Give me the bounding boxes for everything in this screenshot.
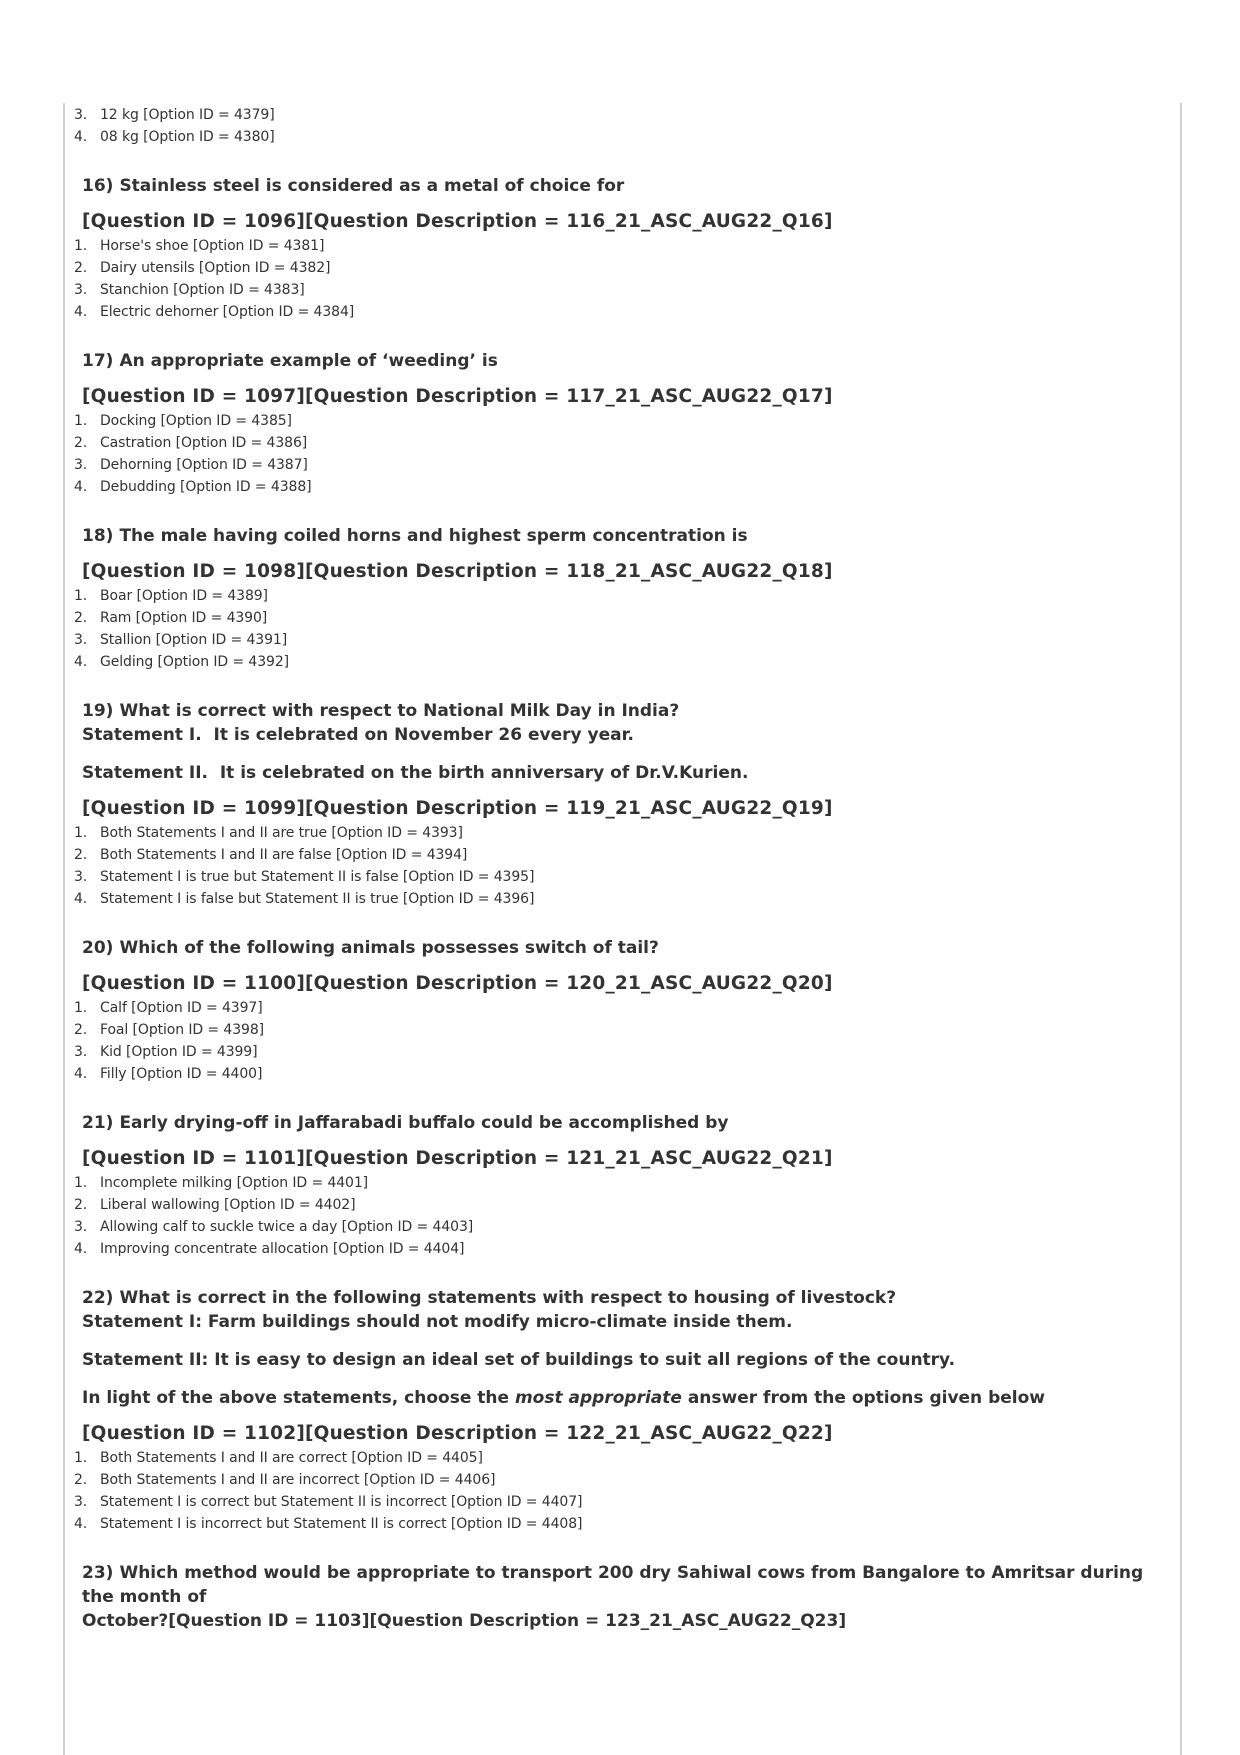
question-title: 21) Early drying-off in Jaffarabadi buffalo could be accomplished by	[82, 1113, 729, 1133]
question-id-line: [Question ID = 1097][Question Description = 117_21_ASC_AUG22_Q17]	[82, 386, 833, 407]
option-item: 2. Ram [Option ID = 4390]	[74, 610, 268, 626]
statement-2: Statement II: It is easy to design an ideal set of buildings to suit all regions of the country.	[82, 1350, 956, 1370]
option-item: 3. 12 kg [Option ID = 4379]	[74, 107, 275, 123]
option-item: 1. Both Statements I and II are true [Option ID = 4393]	[74, 825, 463, 841]
statement-1: Statement I: Farm buildings should not modify micro-climate inside them.	[82, 1312, 793, 1332]
question-title: 23) Which method would be appropriate to transport 200 dry Sahiwal cows from Bangalore to Amritsar during the month of	[82, 1563, 1144, 1607]
option-item: 4. Improving concentrate allocation [Option ID = 4404]	[74, 1241, 465, 1257]
option-item: 4. Filly [Option ID = 4400]	[74, 1066, 263, 1082]
question-title-continued: October?[Question ID = 1103][Question Description = 123_21_ASC_AUG22_Q23]	[82, 1611, 847, 1631]
option-item: 3. Allowing calf to suckle twice a day [Option ID = 4403]	[74, 1219, 474, 1235]
option-item: 1. Both Statements I and II are correct [Option ID = 4405]	[74, 1450, 483, 1466]
option-item: 4. Electric dehorner [Option ID = 4384]	[74, 304, 355, 320]
question-20	[74, 936, 1174, 1085]
option-item: 3. Statement I is true but Statement II is false [Option ID = 4395]	[74, 869, 535, 885]
option-item: 4. Statement I is false but Statement II is true [Option ID = 4396]	[74, 891, 535, 907]
option-item: 3. Dehorning [Option ID = 4387]	[74, 457, 308, 473]
option-item: 2. Dairy utensils [Option ID = 4382]	[74, 260, 331, 276]
option-item: 1. Docking [Option ID = 4385]	[74, 413, 292, 429]
question-23	[74, 1561, 1174, 1633]
carryover-options	[74, 104, 1174, 148]
question-22	[74, 1286, 1174, 1535]
question-title: 20) Which of the following animals possesses switch of tail?	[82, 938, 659, 958]
question-id-line: [Question ID = 1102][Question Description = 122_21_ASC_AUG22_Q22]	[82, 1423, 833, 1444]
option-item: 4. 08 kg [Option ID = 4380]	[74, 129, 275, 145]
option-item: 4. Gelding [Option ID = 4392]	[74, 654, 290, 670]
option-item: 3. Stanchion [Option ID = 4383]	[74, 282, 305, 298]
question-21	[74, 1111, 1174, 1260]
option-item: 2. Foal [Option ID = 4398]	[74, 1022, 265, 1038]
question-19	[74, 699, 1174, 910]
question-id-line: [Question ID = 1101][Question Description = 121_21_ASC_AUG22_Q21]	[82, 1148, 833, 1169]
option-item: 3. Statement I is correct but Statement II is incorrect [Option ID = 4407]	[74, 1494, 583, 1510]
question-title: 18) The male having coiled horns and highest sperm concentration is	[82, 526, 748, 546]
question-id-line: [Question ID = 1096][Question Description = 116_21_ASC_AUG22_Q16]	[82, 211, 833, 232]
question-title: 22) What is correct in the following statements with respect to housing of livestock?	[82, 1288, 897, 1308]
question-title: 16) Stainless steel is considered as a metal of choice for	[82, 176, 625, 196]
option-item: 4. Statement I is incorrect but Statement II is correct [Option ID = 4408]	[74, 1516, 583, 1532]
page-right-border	[1180, 103, 1182, 1755]
question-title: 19) What is correct with respect to National Milk Day in India?	[82, 701, 680, 721]
question-list	[74, 104, 1174, 1633]
question-16	[74, 174, 1174, 323]
option-item: 1. Horse's shoe [Option ID = 4381]	[74, 238, 325, 254]
option-item: 2. Both Statements I and II are false [Option ID = 4394]	[74, 847, 468, 863]
question-17	[74, 349, 1174, 498]
option-item: 3. Kid [Option ID = 4399]	[74, 1044, 258, 1060]
instruction-line: In light of the above statements, choose the most appropriate answer from the options given below	[82, 1388, 1045, 1408]
option-item: 1. Incomplete milking [Option ID = 4401]	[74, 1175, 369, 1191]
page-left-border	[63, 103, 65, 1755]
option-item: 1. Boar [Option ID = 4389]	[74, 588, 268, 604]
question-18	[74, 524, 1174, 673]
option-item: 2. Liberal wallowing [Option ID = 4402]	[74, 1197, 356, 1213]
option-item: 3. Stallion [Option ID = 4391]	[74, 632, 288, 648]
question-id-line: [Question ID = 1099][Question Description = 119_21_ASC_AUG22_Q19]	[82, 798, 833, 819]
question-id-line: [Question ID = 1098][Question Description = 118_21_ASC_AUG22_Q18]	[82, 561, 833, 582]
statement-2: Statement II. It is celebrated on the birth anniversary of Dr.V.Kurien.	[82, 763, 749, 783]
question-title: 17) An appropriate example of ‘weeding’ is	[82, 351, 498, 371]
question-id-line: [Question ID = 1100][Question Description = 120_21_ASC_AUG22_Q20]	[82, 973, 833, 994]
statement-1: Statement I. It is celebrated on November 26 every year.	[82, 725, 635, 745]
option-item: 1. Calf [Option ID = 4397]	[74, 1000, 263, 1016]
option-item: 4. Debudding [Option ID = 4388]	[74, 479, 312, 495]
option-item: 2. Both Statements I and II are incorrect [Option ID = 4406]	[74, 1472, 496, 1488]
option-item: 2. Castration [Option ID = 4386]	[74, 435, 308, 451]
